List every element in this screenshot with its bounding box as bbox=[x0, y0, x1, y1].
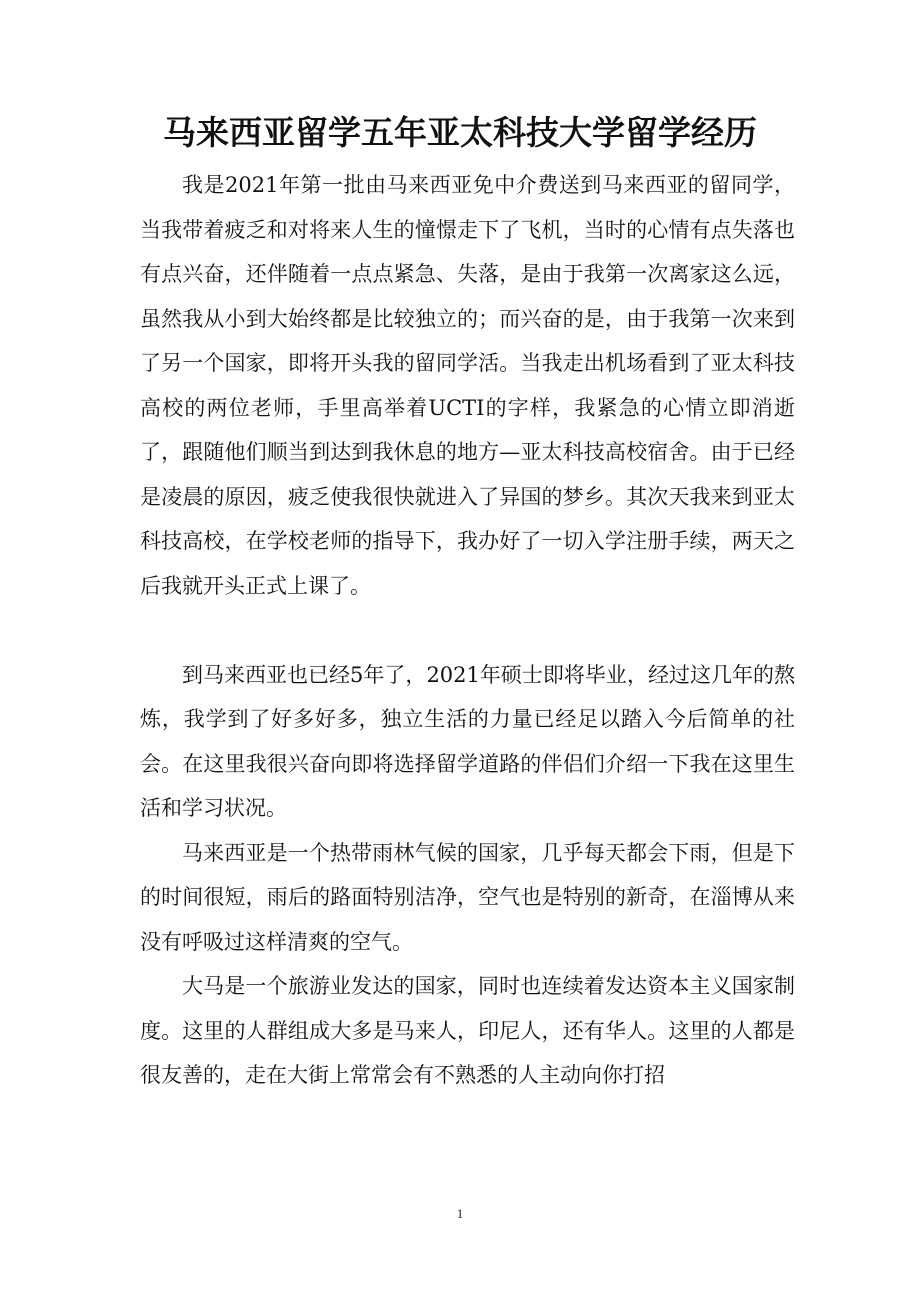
blank-line bbox=[140, 608, 795, 653]
document-title: 马来西亚留学五年亚太科技大学留学经历 bbox=[163, 113, 757, 152]
paragraph-five-years: 到马来西亚也已经5年了，2021年硕士即将毕业，经过这几年的熬炼，我学到了好多好多，独立生活的力量已经足以踏入今后简单的社会。在这里我很兴奋向即将选择留学道路的伴侣们介绍一下我在这里生活和学习状况。 bbox=[140, 662, 795, 820]
page-number: 1 bbox=[456, 1206, 464, 1221]
document-body bbox=[140, 163, 795, 1098]
paragraph-tourism: 大马是一个旅游业发达的国家，同时也连续着发达资本主义国家制度。这里的人群组成大多是马来人，印尼人，还有华人。这里的人都是很友善的，走在大街上常常会有不熟悉的人主动向你打招 bbox=[140, 974, 795, 1087]
paragraph-arrival: 我是2021年第一批由马来西亚免中介费送到马来西亚的留同学，当我带着疲乏和对将来人生的憧憬走下了飞机，当时的心情有点失落也有点兴奋，还伴随着一点点紧急、失落，是由于我第一次离家这么远，虽然我从小到大始终都是比较独立的；而兴奋的是，由于我第一次来到了另一个国家，即将开头我的留同学活。当我走出机场看到了亚太科技高校的两位老师，手里高举着UCTI的字样，我紧急的心情立即消逝了，跟随他们顺当到达到我休息的地方—亚太科技高校宿舍。由于已经是凌晨的原因，疲乏使我很快就进入了异国的梦乡。其次天我来到亚太科技高校，在学校老师的指导下，我办好了一切入学注册手续，两天之后我就开头正式上课了。 bbox=[140, 173, 795, 598]
paragraph-climate: 马来西亚是一个热带雨林气候的国家，几乎每天都会下雨，但是下的时间很短，雨后的路面特别洁净，空气也是特别的新奇，在淄博从来没有呼吸过这样清爽的空气。 bbox=[140, 840, 795, 954]
